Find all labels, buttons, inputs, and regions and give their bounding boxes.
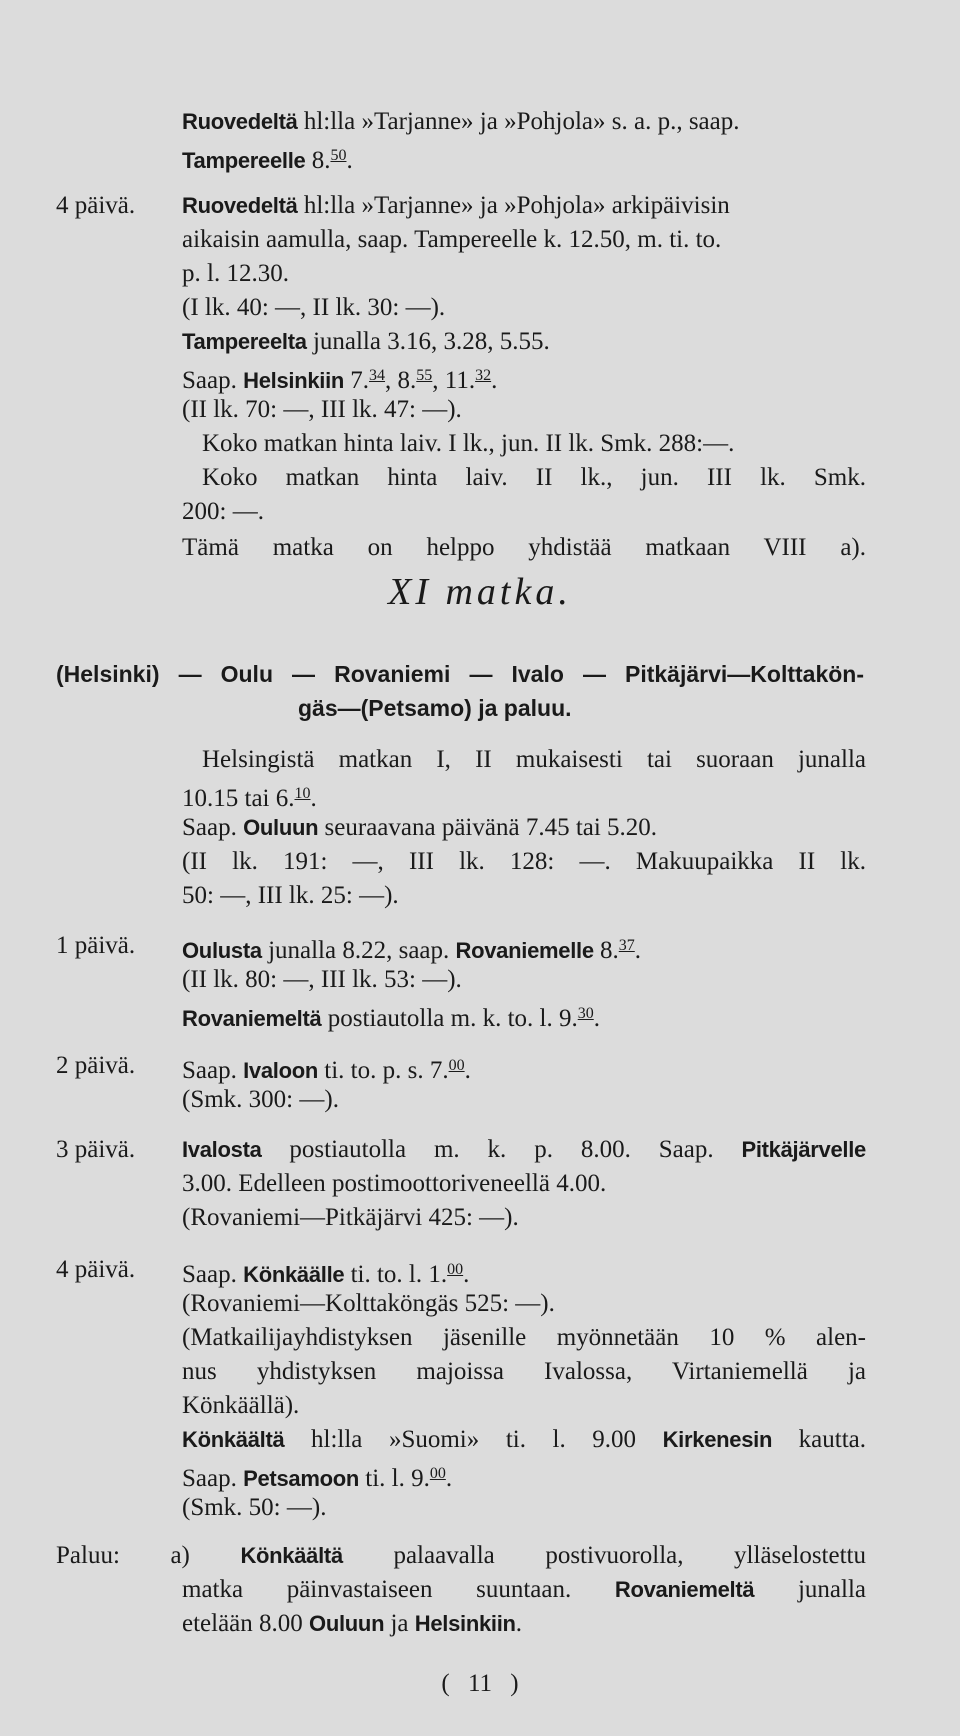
text-line: p. l. 12.30.	[182, 260, 289, 287]
route-heading: (Helsinki) — Oulu — Rovaniemi — Ivalo — Pitkäjärvi—Kolttakön-	[56, 661, 864, 687]
text: junalla 3.16, 3.28, 5.55.	[306, 328, 550, 355]
time-superscript: 34	[369, 367, 386, 384]
text-line	[182, 1424, 866, 1456]
text-line: aikaisin aamulla, saap. Tampereelle k. 12.50, m. ti. to.	[182, 226, 722, 253]
text: .	[464, 1057, 471, 1084]
time-superscript: 00	[447, 1261, 464, 1278]
time-superscript: 32	[475, 367, 492, 384]
text: .	[593, 1005, 600, 1032]
text: .	[491, 367, 498, 394]
text: , 8.	[385, 367, 417, 394]
text-line: (Rovaniemi—Pitkäjärvi 425: —).	[182, 1204, 519, 1231]
text: postiautolla m. k. p. 8.00. Saap.	[261, 1136, 742, 1163]
text: 8.	[305, 147, 331, 174]
text-line: (Matkailijayhdistyksen jäsenille myönnetään 10 % alen-	[182, 1324, 866, 1351]
text: hl:lla »Tarjanne» ja »Pohjola» s. a. p., saap.	[297, 108, 740, 135]
text: Saap.	[182, 814, 244, 841]
text: , 11.	[432, 367, 476, 394]
time-superscript: 55	[416, 367, 433, 384]
place-name: Ouluun	[309, 1611, 385, 1636]
day-label: 4 päivä.	[56, 1256, 136, 1283]
text: .	[445, 1465, 453, 1492]
text-line: Könkäällä).	[182, 1392, 300, 1419]
text-line: Koko matkan hinta laiv. II lk., jun. III lk. Smk.	[202, 464, 866, 491]
place-name: Ouluun	[243, 815, 319, 840]
text-line: (II lk. 80: —, III lk. 53: —).	[182, 966, 462, 993]
place-name: Petsamoon	[243, 1466, 359, 1491]
place-name: Könkäältä	[182, 1427, 285, 1452]
text-line: Helsingistä matkan I, II mukaisesti tai suoraan junalla	[202, 746, 866, 773]
text-line	[182, 326, 550, 358]
place-name: Oulusta	[182, 938, 262, 963]
text-line	[182, 1574, 866, 1606]
time-superscript: 50	[330, 147, 347, 164]
text: .	[515, 1610, 522, 1637]
text: kautta.	[772, 1426, 866, 1453]
text-line	[182, 1458, 452, 1495]
place-name: Ruovedeltä	[182, 193, 298, 218]
text-line: (II lk. 70: —, III lk. 47: —).	[182, 396, 462, 423]
route-heading: gäs—(Petsamo) ja paluu.	[298, 695, 572, 721]
text-line: (Rovaniemi—Kolttaköngäs 525: —).	[182, 1290, 555, 1317]
day-label: 2 päivä.	[56, 1052, 136, 1079]
place-name: Tampereelta	[182, 329, 307, 354]
text-line: (Smk. 50: —).	[182, 1494, 327, 1521]
text: Saap.	[182, 1261, 244, 1288]
text: junalla	[754, 1576, 867, 1603]
text: ti. l. 9.	[359, 1465, 430, 1492]
place-name: Rovaniemeltä	[614, 1577, 755, 1602]
text: Paluu: a)	[56, 1542, 241, 1569]
text-line	[182, 106, 740, 138]
text: palaavalla postivuorolla, ylläselostettu	[342, 1542, 866, 1569]
text: Saap.	[182, 367, 244, 394]
place-name: Rovaniemeltä	[182, 1006, 322, 1031]
text: .	[463, 1261, 470, 1288]
text: .	[310, 785, 317, 812]
place-name: Ruovedeltä	[182, 109, 298, 134]
time-superscript: 37	[618, 937, 635, 954]
text-line: (II lk. 191: —, III lk. 128: —. Makuupaikka II lk.	[182, 848, 866, 875]
text: ti. to. l. 1.	[344, 1261, 448, 1288]
place-name: Ivalosta	[182, 1137, 262, 1162]
place-name: Tampereelle	[182, 148, 306, 173]
place-name: Kirkenesin	[662, 1427, 773, 1452]
time-superscript: 00	[429, 1465, 446, 1482]
place-name: Könkäälle	[243, 1262, 345, 1287]
section-title: XI matka.	[388, 571, 572, 613]
text-line: Koko matkan hinta laiv. I lk., jun. II lk. Smk. 288:—.	[202, 430, 735, 457]
day-label: 3 päivä.	[56, 1136, 136, 1163]
text-line	[182, 930, 641, 967]
text: matka päinvastaiseen suuntaan.	[182, 1576, 615, 1603]
place-name: Helsinkiin	[243, 368, 345, 393]
place-name: Pitkäjärvelle	[741, 1137, 866, 1162]
text-line	[182, 140, 353, 177]
text-line	[182, 1134, 866, 1166]
text: .	[634, 937, 642, 964]
text: .	[346, 147, 353, 174]
text: postiautolla m. k. to. l. 9.	[321, 1005, 578, 1032]
text-line	[182, 1050, 471, 1087]
text: Saap.	[182, 1057, 244, 1084]
text-line: 200: —.	[182, 498, 264, 525]
day-label: 4 päivä.	[56, 192, 136, 219]
text: 10.15 tai 6.	[182, 785, 295, 812]
text-line: Tämä matka on helppo yhdistää matkaan VIII a).	[182, 534, 866, 561]
text-line	[182, 1608, 522, 1640]
place-name: Ivaloon	[243, 1058, 319, 1083]
text: 8.	[593, 937, 619, 964]
text-line	[182, 998, 600, 1035]
text-line: (Smk. 300: —).	[182, 1086, 339, 1113]
text: hl:lla »Suomi» ti. l. 9.00	[284, 1426, 663, 1453]
text-line	[182, 190, 730, 222]
page-number: ( 11 )	[441, 1670, 519, 1697]
text: hl:lla »Tarjanne» ja »Pohjola» arkipäivisin	[297, 192, 730, 219]
text-line	[182, 778, 317, 815]
time-superscript: 30	[577, 1005, 594, 1022]
place-name: Helsinkiin	[414, 1611, 516, 1636]
text-line	[56, 1540, 866, 1572]
place-name: Rovaniemelle	[455, 938, 594, 963]
text: ti. to. p. s. 7.	[318, 1057, 449, 1084]
text: 7.	[344, 367, 370, 394]
text-line	[182, 812, 657, 844]
text: seuraavana päivänä 7.45 tai 5.20.	[318, 814, 658, 841]
text: Saap.	[182, 1465, 244, 1492]
text: etelään 8.00	[182, 1610, 310, 1637]
text-line: 50: —, III lk. 25: —).	[182, 882, 399, 909]
time-superscript: 10	[294, 785, 311, 802]
text-line: (I lk. 40: —, II lk. 30: —).	[182, 294, 446, 321]
text-line	[182, 360, 497, 397]
text-line: nus yhdistyksen majoissa Ivalossa, Virtaniemellä ja	[182, 1358, 866, 1385]
time-superscript: 00	[448, 1057, 465, 1074]
text-line: 3.00. Edelleen postimoottoriveneellä 4.00.	[182, 1170, 607, 1197]
place-name: Könkäältä	[240, 1543, 343, 1568]
text: junalla 8.22, saap.	[261, 937, 456, 964]
text: ja	[384, 1610, 415, 1637]
text-line	[182, 1254, 469, 1291]
day-label: 1 päivä.	[56, 932, 136, 959]
